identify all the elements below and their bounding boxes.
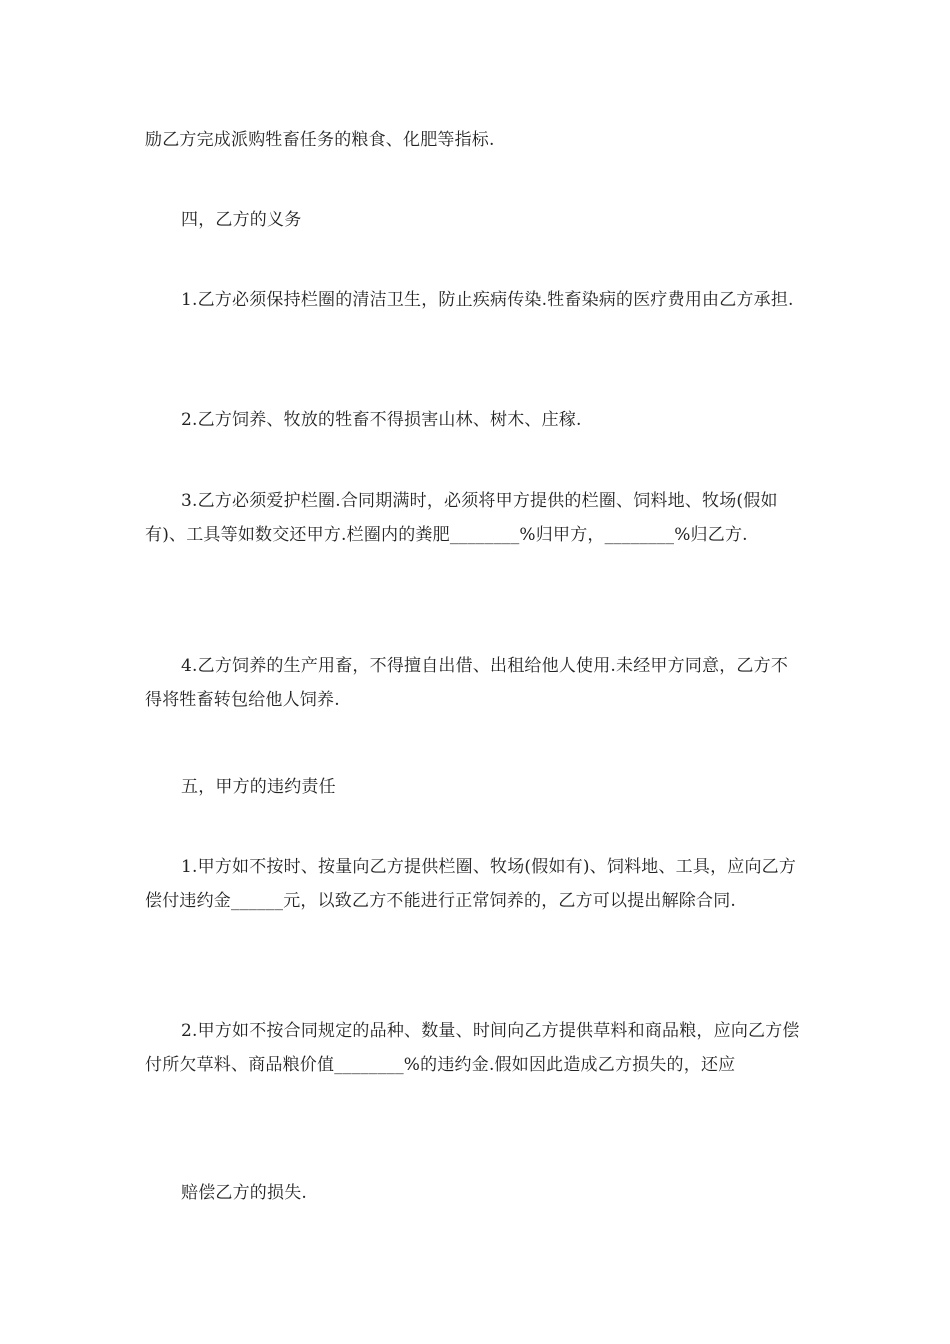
paragraph-obligation-2: 2.乙方饲养、牧放的牲畜不得损害山林、树木、庄稼.	[181, 410, 582, 430]
paragraph-1: 励乙方完成派购牲畜任务的粮食、化肥等指标.	[145, 130, 495, 150]
paragraph-compensation: 赔偿乙方的损失.	[181, 1183, 308, 1203]
section-heading-4: 四，乙方的义务	[181, 210, 302, 230]
paragraph-obligation-4: 4.乙方饲养的生产用畜，不得擅自出借、出租给他人使用.未经甲方同意，乙方不得将牲畜转包给他人饲养.	[145, 656, 789, 710]
paragraph-obligation-3: 3.乙方必须爱护栏圈.合同期满时，必须将甲方提供的栏圈、饲料地、牧场(假如有)、工具等如数交还甲方.栏圈内的粪肥________%归甲方，________%归乙方.	[145, 491, 778, 545]
paragraph-liability-1: 1.甲方如不按时、按量向乙方提供栏圈、牧场(假如有)、饲料地、工具，应向乙方偿付违约金______元，以致乙方不能进行正常饲养的，乙方可以提出解除合同.	[145, 857, 797, 911]
paragraph-obligation-1: 1.乙方必须保持栏圈的清洁卫生，防止疾病传染.牲畜染病的医疗费用由乙方承担.	[181, 290, 794, 310]
section-heading-5: 五，甲方的违约责任	[181, 777, 336, 797]
paragraph-liability-2: 2.甲方如不按合同规定的品种、数量、时间向乙方提供草料和商品粮，应向乙方偿付所欠草料、商品粮价值________%的违约金.假如因此造成乙方损失的，还应	[145, 1021, 800, 1075]
